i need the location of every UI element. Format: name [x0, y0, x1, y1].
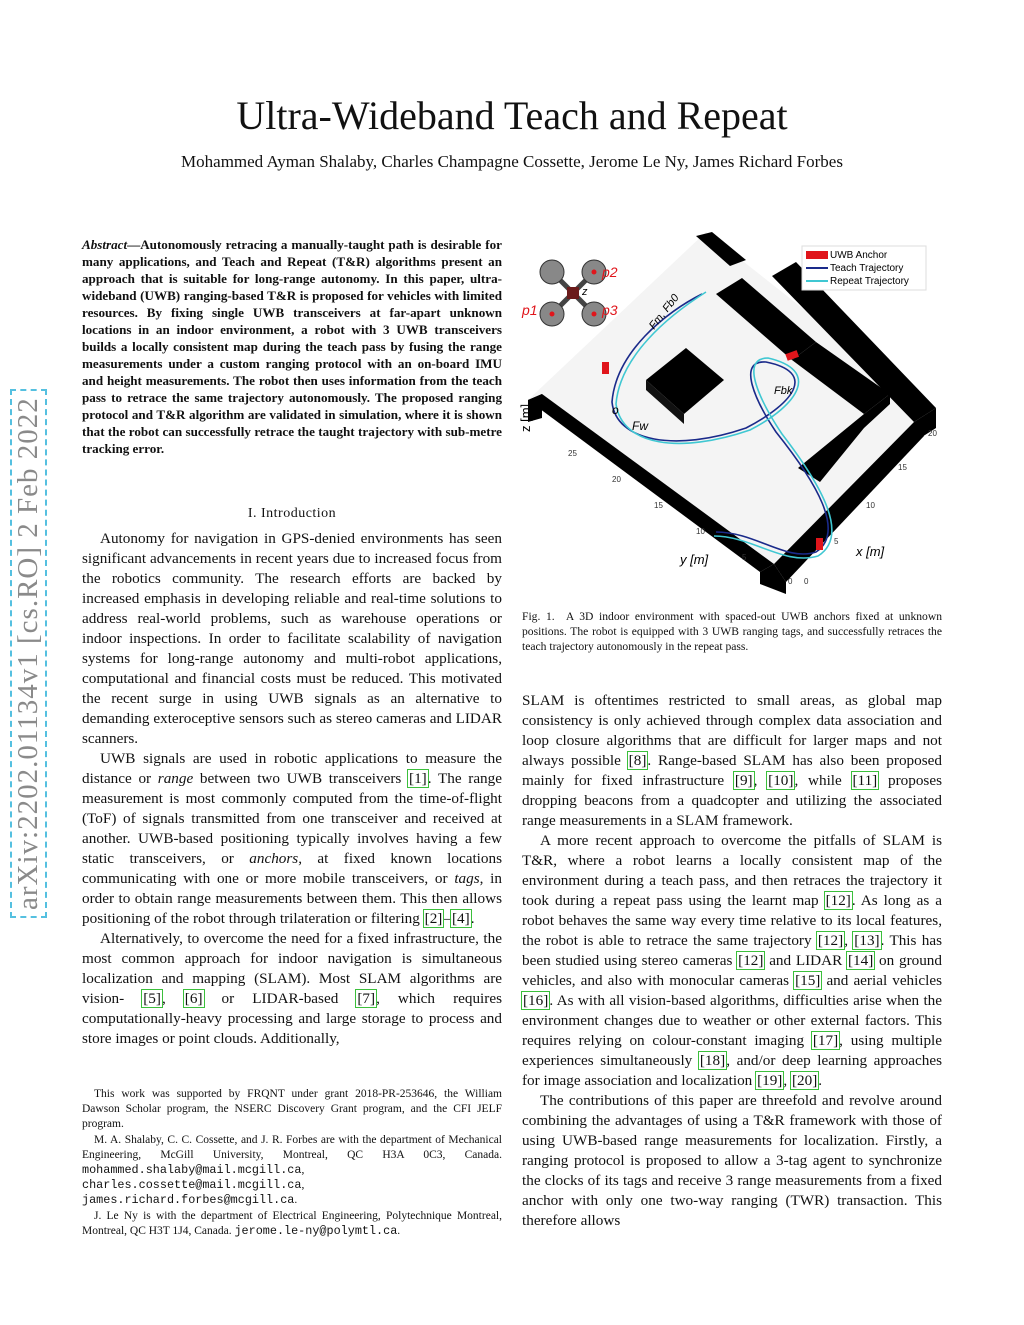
citation-link[interactable]: [12]: [817, 932, 844, 949]
footnotes: [82, 1087, 502, 1240]
footnote-funding: This work was supported by FRQNT under grant 2018-PR-253646, the William Dawson Scholar program, the NSERC Discovery Grant program, and the CFI JELF program.: [82, 1088, 502, 1130]
x-tick: 15: [898, 463, 907, 472]
uwb-anchor: [816, 538, 823, 550]
citation-link[interactable]: [17]: [812, 1032, 839, 1049]
section-heading: I. Introduction: [247, 506, 337, 521]
footnote-affiliation-mcgill: M. A. Shalaby, C. C. Cossette, and J. R. Forbes are with the department of Mechanical Engineering, McGill University, Montreal, QC H3A 0C3, Canada. mohammed.shalaby@mail.mcgill.ca, charles.cossette@mail.mcgill.ca, james.richard.forbes@mcgill.ca.: [82, 1134, 502, 1207]
paragraph: Alternatively, to overcome the need for a fixed infrastructure, the most common approach for indoor navigation is simultaneous localization and mapping (SLAM). Most SLAM algorithms are vision- [5], [6] or LIDAR-based [7], which requires computationally-heavy processing and large storage to process and store images or point clouds. Additionally,: [82, 930, 502, 1047]
label-p2: p2: [602, 264, 618, 280]
paragraph: A more recent approach to overcome the pitfalls of SLAM is T&R, where a robot learns a locally consistent map of the environment during a teach pass, and then retraces the trajectory it took during a repeat pass using the learnt map [12]. As long as a robot behaves the same way every time relative to its local features, the robot is able to retrace the same trajectory [12], [13]. This has been studied using stereo cameras [12] and LIDAR [14] on ground vehicles, and also with monocular cameras [15] and aerial vehicles [16]. As with all vision-based algorithms, difficulties arise when the environment changes due to weather or other external factors. This requires relying on colour-constant imaging [17], using multiple experiences simultaneously [18], and/or deep learning approaches for image association and localization [19], [20].: [522, 832, 943, 1089]
citation-link[interactable]: [6]: [184, 990, 203, 1007]
citation-link[interactable]: [1]: [409, 770, 427, 787]
x-tick: 20: [928, 429, 937, 438]
citation-link[interactable]: [16]: [523, 992, 549, 1009]
legend-repeat: Repeat Trajectory: [830, 276, 909, 287]
citation-link[interactable]: [8]: [628, 752, 647, 769]
email-link[interactable]: jerome.le-ny@polymtl.ca: [234, 1224, 398, 1238]
x-axis-label: x [m]: [856, 544, 885, 559]
email-link[interactable]: mohammed.shalaby@mail.mcgill.ca: [82, 1163, 302, 1177]
citation-link[interactable]: [20]: [791, 1072, 818, 1089]
label-body-frame: Fbk: [774, 385, 793, 397]
citation-link[interactable]: [7]: [357, 990, 376, 1007]
citation-link[interactable]: [11]: [852, 772, 878, 789]
citation-link[interactable]: [2]: [424, 910, 443, 927]
paragraph: Autonomy for navigation in GPS-denied environments has seen significant advancements in recent years due to increased focus from the robotics community. The research efforts are backed by increased emphasis in developing reliable and real-time solutions to address real-world problems, such as warehouse operations or indoor inspections. In order to facilitate scalability of navigation systems for long-range autonomy and multi-robot applications, computational and financial costs must be reduced. This motivated the recent surge in using UWB signals as an alternative to demanding exteroceptive sensors such as stereo cameras and LIDAR scanners.: [82, 530, 502, 747]
z-axis-label: z [m]: [518, 403, 533, 432]
intro-right-column: [522, 691, 942, 1231]
y-tick: 15: [654, 501, 663, 510]
x-tick: 10: [866, 501, 875, 510]
citation-link[interactable]: [10]: [768, 772, 794, 789]
label-p3: p3: [602, 302, 618, 318]
y-tick: 20: [612, 475, 621, 484]
arxiv-stamp: arXiv:2202.01134v1 [cs.RO] 2 Feb 2022: [10, 389, 47, 918]
citation-link[interactable]: [5]: [143, 990, 161, 1007]
paper-title: Ultra-Wideband Teach and Repeat: [236, 93, 788, 138]
legend-anchor: UWB Anchor: [830, 250, 888, 261]
y-tick: 0: [788, 577, 793, 586]
citation-link[interactable]: [18]: [699, 1052, 726, 1069]
citation-link[interactable]: [12]: [738, 952, 764, 969]
footnote-affiliation-polymtl: J. Le Ny is with the department of Electrical Engineering, Polytechnique Montreal, Montreal, QC H3T 1J4, Canada. jerome.le-ny@polymtl.ca.: [82, 1210, 502, 1238]
paragraph: SLAM is oftentimes restricted to small areas, as global map consistency is only achieved through complex data association and loop closure algorithms that are difficult for larger maps and not always possible [8]. Range-based SLAM has also been proposed mainly for fixed infrastructure [9], [10], while [11] proposes dropping beacons from a quadcopter and utilizing the associated range measurements in a SLAM framework.: [522, 692, 942, 829]
legend-teach: Teach Trajectory: [830, 263, 904, 274]
email-link[interactable]: charles.cossette@mail.mcgill.ca: [82, 1178, 302, 1192]
citation-link[interactable]: [9]: [734, 772, 753, 789]
label-p1: p1: [522, 302, 538, 318]
figure-environment: [516, 232, 952, 594]
quadcopter-icon: [540, 260, 606, 326]
y-tick: 10: [696, 527, 705, 536]
legend-anchor-swatch: [806, 251, 828, 259]
abstract: [82, 236, 502, 457]
intro-left-column: [82, 529, 502, 1049]
citation-link[interactable]: [13]: [854, 932, 880, 949]
citation-link[interactable]: [14]: [848, 952, 874, 969]
label-z: z: [582, 286, 588, 298]
x-tick: 5: [834, 537, 839, 546]
x-tick: 0: [804, 577, 809, 586]
citation-link[interactable]: [15]: [795, 972, 821, 989]
label-map-frame: Fm, Fb0: [646, 292, 682, 332]
y-tick: 25: [568, 449, 577, 458]
label-world-frame: Fw: [632, 419, 648, 433]
paragraph: The contributions of this paper are threefold and revolve around combining the advantages of using a T&R framework with those of using UWB-based range measurements for localization. Firstly, a ranging protocol is proposed to allow a 3-tag agent to synchronize the clocks of its tags and receive 3 range measurements from a fixed anchor with only one two-way ranging (TWR) transaction. This therefore allows: [522, 1092, 942, 1229]
email-link[interactable]: james.richard.forbes@mcgill.ca: [82, 1193, 295, 1207]
citation-link[interactable]: [19]: [757, 1072, 783, 1089]
abstract-text: —Autonomously retracing a manually-taught path is desirable for many applications, and Teach and Repeat (T&R) algorithms present an approach that is suitable for long-range autonomy. In this paper, ultra-wideband (UWB) ranging-based T&R is proposed for vehicles with limited resources. By fixing single UWB transceivers at far-apart unknown locations in an indoor environment, a robot with 3 UWB transceivers builds a locally consistent map during the teach pass by fusing the range measurements under a custom ranging protocol with an on-board IMU and height measurements. The robot then uses information from the teach pass to retrace the same trajectory autonomously. The proposed ranging protocol and T&R algorithm are validated in simulation, where it is shown that the robot can successfully retrace the taught trajectory with sub-metre tracking error.: [82, 237, 502, 456]
y-axis-label: y [m]: [680, 552, 709, 567]
abstract-label: Abstract: [82, 237, 128, 252]
paragraph: UWB signals are used in robotic applications to measure the distance or range between two UWB transceivers [1]. The range measurement is most commonly computed from the time-of-flight (ToF) of signals transmitted from one transceiver and received at another. UWB-based positioning typically involves having a few static transceivers, or anchors, at fixed known locations communicating with one or more mobile transceivers, or tags, in order to obtain range measurements between them. This then allows positioning of the robot through trilateration or filtering [2]–[4].: [82, 750, 502, 927]
label-origin: o: [612, 403, 619, 417]
citation-link[interactable]: [4]: [451, 910, 470, 927]
figure-caption: Fig. 1. A 3D indoor environment with spaced-out UWB anchors fixed at unknown positions. The robot is equipped with 3 UWB ranging tags, and successfully retraces the teach trajectory autonomously in the repeat pass.: [522, 610, 942, 653]
paper-authors: Mohammed Ayman Shalaby, Charles Champagne Cossette, Jerome Le Ny, James Richard Forbes: [181, 152, 843, 171]
y-tick: 5: [742, 553, 747, 562]
uwb-anchor: [602, 362, 609, 374]
citation-link[interactable]: [12]: [825, 892, 851, 909]
